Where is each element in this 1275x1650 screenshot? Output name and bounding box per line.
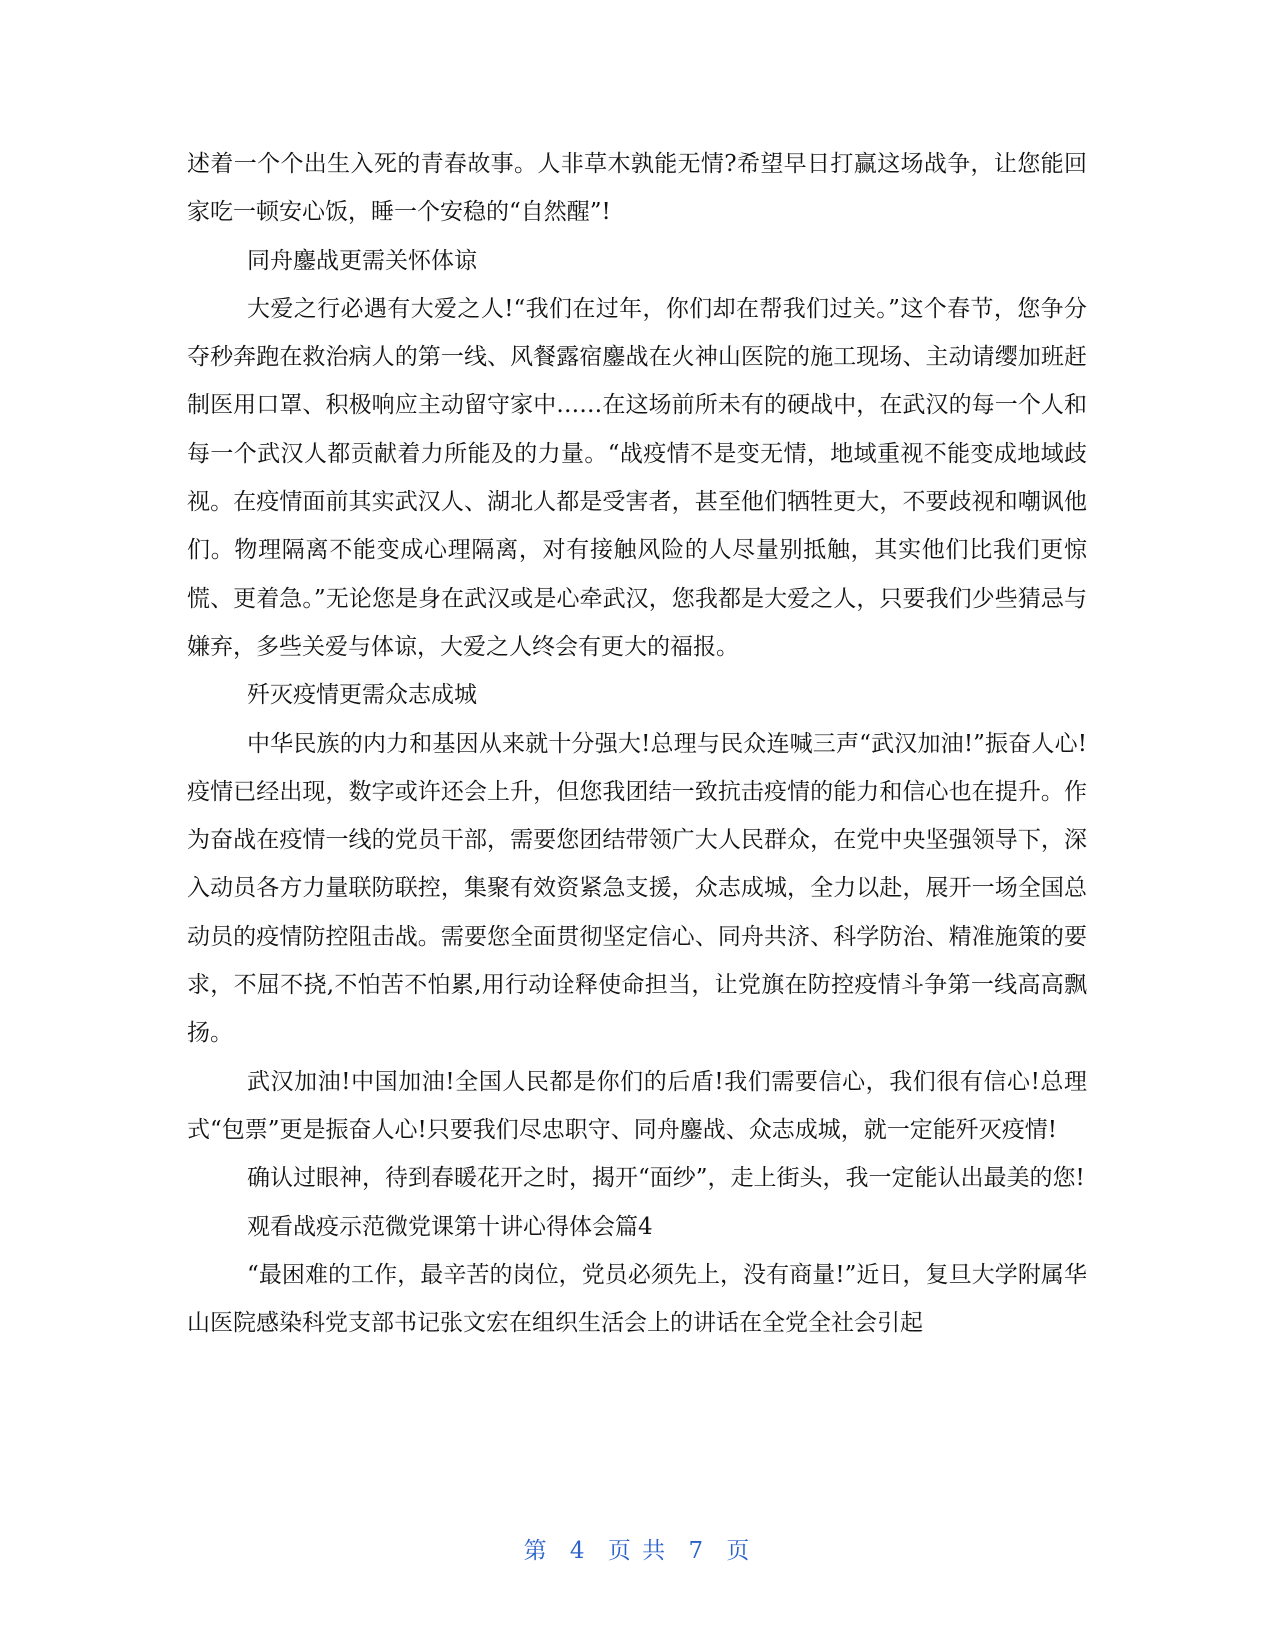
section-heading-part4: 观看战疫示范微党课第十讲心得体会篇4 [247,1213,653,1240]
footer-total-pages: 7 [688,1538,706,1564]
section-heading-unity: 歼灭疫情更需众志成城 [247,682,477,709]
footer-suffix: 页 [726,1538,752,1564]
paragraph-hardest-work: “最困难的工作，最辛苦的岗位，党员必须先上，没有商量!”近日，复旦大学附属华山医院感染科党支部书记张文宏在组织生活会上的讲话在全党全社会引起 [187,1261,1087,1337]
paragraph-great-love: 大爱之行必遇有大爱之人!“我们在过年，你们却在帮我们过关。”这个春节，您争分夺秒奔跑在救治病人的第一线、风餐露宿鏖战在火神山医院的施工现场、主动请缨加班赶制医用口罩、积极响应主动留守家中……在这场前所未有的硬战中，在武汉的每一个人和每一个武汉人都贡献着力所能及的力量。“战疫情不是变无情，地域重视不能变成地域歧视。在疫情面前其实武汉人、湖北人都是受害者，甚至他们牺牲更大，不要歧视和嘲讽他们。物理隔离不能变成心理隔离，对有接触风险的人尽量别抵触，其实他们比我们更惊慌、更着急。”无论您是身在武汉或是心牵武汉，您我都是大爱之人，只要我们少些猜忌与嫌弃，多些关爱与体谅，大爱之人终会有更大的福报。 [187,295,1087,660]
paragraph-wuhan-jiayou: 武汉加油!中国加油!全国人民都是你们的后盾!我们需要信心，我们很有信心!总理式“包票”更是振奋人心!只要我们尽忠职守、同舟鏖战、众志成城，就一定能歼灭疫情! [187,1068,1087,1143]
footer-current-page: 4 [569,1538,587,1564]
footer-middle: 页 共 [607,1538,668,1564]
paragraph-national-strength: 中华民族的内力和基因从来就十分强大!总理与民众连喊三声“武汉加油!”振奋人心!疫情已经出现，数字或许还会上升，但您我团结一致抗击疫情的能力和信心也在提升。作为奋战在疫情一线的党员干部，需要您团结带领广大人民群众，在党中央坚强领导下，深入动员各方力量联防联控，集聚有效资紧急支援，众志成城，全力以赴，展开一场全国总动员的疫情防控阻击战。需要您全面贯彻坚定信心、同舟共济、科学防治、精准施策的要求，不屈不挠,不怕苦不怕累,用行动诠释使命担当，让党旗在防控疫情斗争第一线高高飘扬。 [187,730,1087,1047]
footer-prefix: 第 [523,1538,549,1564]
paragraph-continued: 述着一个个出生入死的青春故事。人非草木孰能无情?希望早日打赢这场战争，让您能回家吃一顿安心饭，睡一个安稳的“自然醒”! [187,151,1087,226]
paragraph-spring-blossom: 确认过眼神，待到春暖花开之时，揭开“面纱”，走上街头，我一定能认出最美的您! [247,1165,1085,1192]
document-body [187,140,1087,1347]
section-heading-care: 同舟鏖战更需关怀体谅 [247,247,477,274]
page-footer [0,1532,1275,1565]
